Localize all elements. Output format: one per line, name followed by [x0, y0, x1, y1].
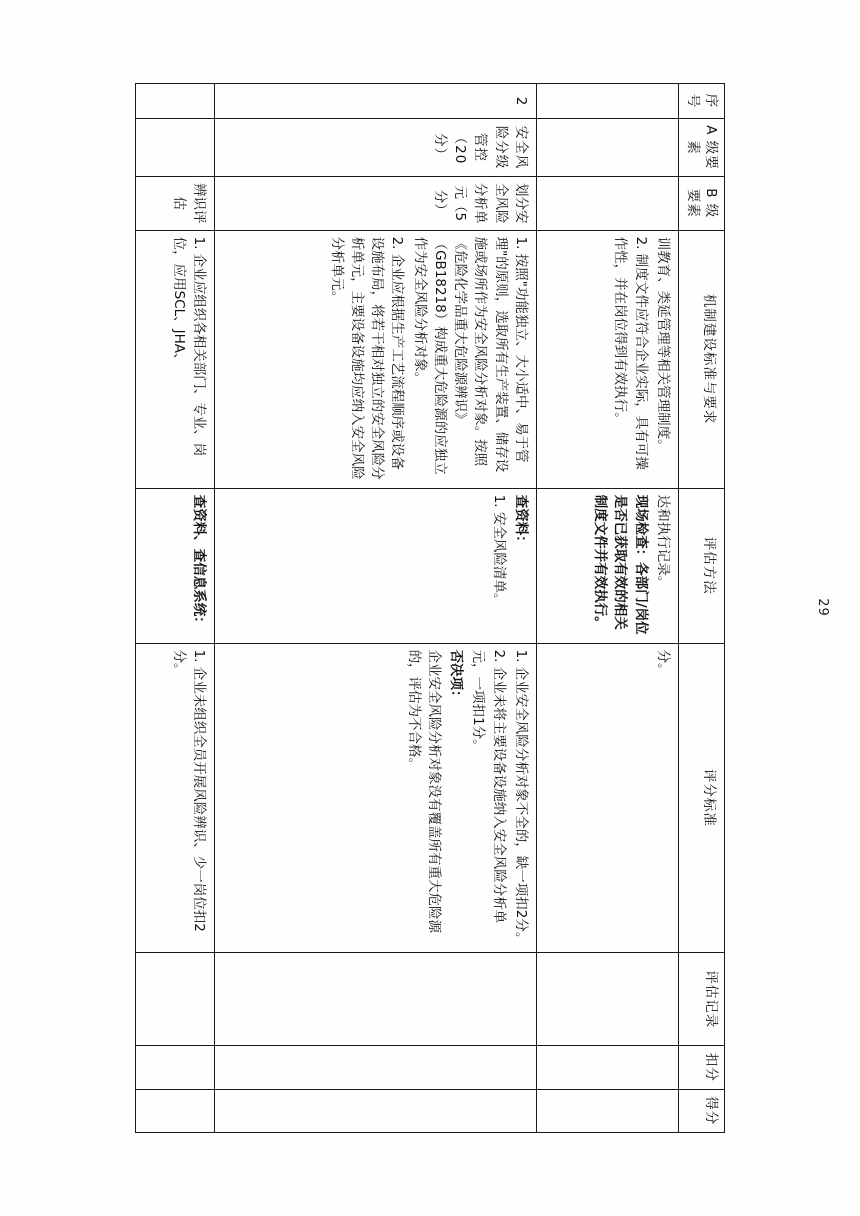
cell-deduct [536, 1046, 678, 1089]
header-method: 评估方法 [678, 488, 724, 643]
cell-method [215, 488, 537, 643]
header-deduct: 扣分 [678, 1046, 724, 1089]
cell-requirement [136, 230, 215, 488]
criteria-line: 分。 [654, 649, 671, 677]
header-point: 得分 [678, 1089, 724, 1132]
requirement-line: 1. 企业应组织各相关部门、专业、岗位，应用SCL、JHA、 [170, 236, 208, 457]
requirement-line: 1. 按照"功能独立、大小适中、易于管理"的原则，选取所有生产装置、储存设施或场所作为安全风险分析对象。按照《危险化学品重大危险源辨识》（GB18218）构成重大危险源的应独立作为安全风险分析对象。 [411, 236, 529, 475]
cell-level-b: 划分安全风险分析单元（5分） [215, 176, 537, 230]
cell-criteria [215, 643, 537, 953]
requirement-line: 2. 企业应根据生产工艺流程顺序或设备设施布局，将若干相对独立的安全风险分析单元，主要设备设施均应纳入安全风险分析单元。 [328, 236, 406, 480]
table-header-row [678, 84, 724, 1133]
cell-point [215, 1089, 537, 1132]
header-record: 评估记录 [678, 953, 724, 1046]
table-row [215, 84, 537, 1133]
cell-record [536, 953, 678, 1046]
cell-method [536, 488, 678, 643]
criteria-line: 2. 企业未将主要设备设施纳入安全风险分析单元，一项扣1分。 [470, 649, 507, 924]
cell-record [215, 953, 537, 1046]
cell-requirement [215, 230, 537, 488]
cell-method [136, 488, 215, 643]
cell-level-a [136, 119, 215, 177]
criteria-veto-text: 企业安全风险分析对象没有覆盖所有重大危险源的，评估为不合格。 [405, 649, 442, 934]
criteria-line: 1. 企业安全风险分析对象不全的，缺一项扣2分。 [512, 649, 529, 946]
cell-point [136, 1089, 215, 1132]
criteria-line: 1. 企业未组织全员开展风险辨识、少一岗位扣2分。 [170, 649, 208, 932]
method-line: 现场检查：各部门/岗位是否已获取有效的相关制度文件并有效执行。 [592, 494, 649, 635]
rotated-table-wrapper [135, 83, 725, 1133]
cell-deduct [136, 1046, 215, 1089]
cell-level-b [536, 176, 678, 230]
cell-level-a [536, 119, 678, 177]
method-line: 达和执行记录。 [654, 494, 671, 590]
cell-level-b: 辨识评估 [136, 176, 215, 230]
page-number: 29 [815, 598, 831, 617]
header-level-a: A 级要素 [678, 119, 724, 177]
cell-seq [136, 84, 215, 119]
header-level-b: B 级要素 [678, 176, 724, 230]
cell-requirement [536, 230, 678, 488]
requirement-line: 训教育、类延管理等相关管理制度。 [654, 236, 671, 453]
cell-seq: 2 [215, 84, 537, 119]
requirement-line: 2. 制度文件应符合企业实际，具有可操作性，并在岗位得到有效执行。 [612, 236, 649, 470]
method-line: 查资料、查信息系统： [191, 494, 208, 630]
method-line: 查资料： [512, 494, 529, 549]
header-requirement: 机制建设标准与要求 [678, 230, 724, 488]
criteria-veto-label: 否决项： [448, 649, 465, 704]
table-row [536, 84, 678, 1133]
cell-deduct [215, 1046, 537, 1089]
cell-criteria [136, 643, 215, 953]
assessment-table [135, 83, 725, 1133]
header-criteria: 评分标准 [678, 643, 724, 953]
cell-point [536, 1089, 678, 1132]
header-seq: 序号 [678, 84, 724, 119]
cell-seq [536, 84, 678, 119]
table-row [136, 84, 215, 1133]
cell-level-a: 安全风险分级管控（20分） [215, 119, 537, 177]
cell-record [136, 953, 215, 1046]
method-line: 1. 安全风险清单。 [490, 494, 507, 607]
cell-criteria [536, 643, 678, 953]
